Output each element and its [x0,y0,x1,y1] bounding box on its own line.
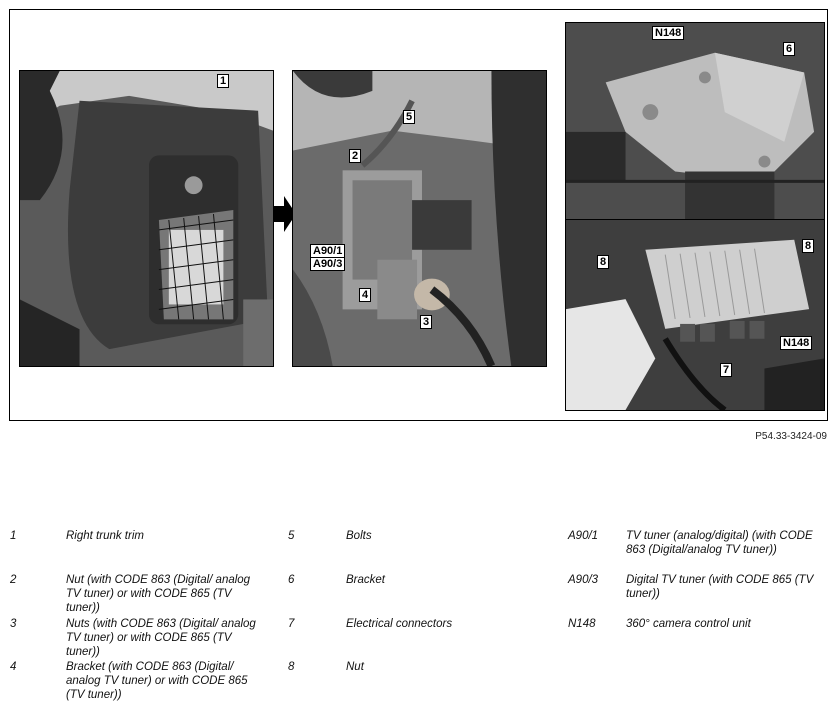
legend-desc-7: Electrical connectors [346,618,453,630]
callout-n148-bottom: N148 [780,336,812,350]
legend-desc-3: Nuts (with CODE 863 (Digital/ analog TV tuner) or with CODE 865 (TV tuner)) [66,618,256,658]
legend-desc-8: Nut [346,661,364,673]
legend-desc-5: Bolts [346,530,372,542]
callout-1: 1 [217,74,229,88]
legend-key-4: 4 [10,661,17,673]
legend-key-a90-3: A90/3 [568,574,599,586]
figure-reference: P54.33-3424-09 [755,431,827,442]
legend-desc-2: Nut (with CODE 863 (Digital/ analog TV tuner) or with CODE 865 (TV tuner)) [66,574,251,614]
callout-a90-1: A90/1 [310,244,345,258]
legend-key-a90-1: A90/1 [568,530,599,542]
legend-desc-a90-1: TV tuner (analog/digital) (with CODE 863 (Digital/analog TV tuner)) [626,530,813,556]
legend-key-2: 2 [10,574,17,586]
callout-2: 2 [349,149,361,163]
callout-8-left: 8 [597,255,609,269]
callout-6: 6 [783,42,795,56]
callout-n148-top: N148 [652,26,684,40]
legend-desc-n148: 360° camera control unit [626,618,751,630]
legend-key-5: 5 [288,530,295,542]
legend-desc-a90-3: Digital TV tuner (with CODE 865 (TV tuner)) [626,574,814,600]
callout-5: 5 [403,110,415,124]
legend-key-7: 7 [288,618,295,630]
legend-key-3: 3 [10,618,17,630]
legend-desc-1: Right trunk trim [66,530,144,542]
callout-8-right: 8 [802,239,814,253]
callout-a90-3: A90/3 [310,257,345,271]
legend-desc-6: Bracket [346,574,385,586]
legend-desc-4: Bracket (with CODE 863 (Digital/ analog TV tuner) or with CODE 865 (TV tuner)) [66,661,248,701]
legend-key-8: 8 [288,661,295,673]
legend-key-6: 6 [288,574,295,586]
callout-3: 3 [420,315,432,329]
legend-key-1: 1 [10,530,17,542]
callout-7: 7 [720,363,732,377]
callout-4: 4 [359,288,371,302]
legend-key-n148: N148 [568,618,596,630]
